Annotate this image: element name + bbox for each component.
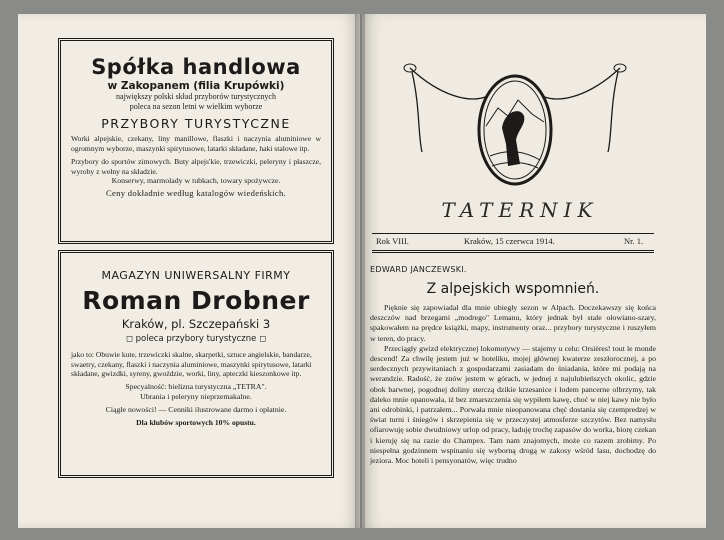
ad1-heading: PRZYBORY TURYSTYCZNE: [101, 116, 291, 131]
issue-date: Kraków, 15 czerwca 1914.: [464, 236, 555, 246]
ad2-bullet-line: [71, 334, 321, 344]
divider: [372, 252, 654, 253]
divider: [372, 233, 654, 234]
article-title: Z alpejskich wspomnień.: [426, 281, 600, 297]
journal-masthead: TATERNIK: [441, 198, 599, 222]
ad2-bullet-text: poleca przybory turystyczne: [135, 334, 257, 344]
issue-number: Nr. 1.: [624, 236, 644, 246]
ad2-body: jako to: Obuwie kute, trzewiczki skalne, skarpetki, sztuce angielskie, bandarze, swaetry, czekany, flaszki i naczynia aluminiowe, maszynki spirytusowe, latarki składane, gwizdki, syreny, gwoździe, worki, liny, apteczki kieszonkowe itp.: [71, 350, 312, 379]
article-author: EDWARD JANCZEWSKI.: [370, 265, 467, 274]
divider: [372, 250, 654, 251]
ad2-special: Specyalność: bielizna turystyczna „TETRA".: [125, 381, 267, 391]
ad1-subtitle: w Zakopanem (filia Krupówki): [107, 80, 285, 92]
article-paragraph: Przeciągły gwizd elektrycznej lokomotywy — stajemy u celu: Orsières! tout le monde descend! Za chwilę jestem już w hoteliku, mojej głównej kwaterze zeszłorocznej, a po serdecznych przywitaniach z gospodarzami zasiadam do śniadania, które mi podają na werandzie. Radość, że znów jestem w górach, w jednej z najulubieńszych okolic, gdzie obok barwnej, pogodnej doliny sterczą dzikie krzesanice i lodem pancerne olbrzymy, tak daleko mnie opanowała, iż bez zmarszczenia się wypiłem kawę, choć w niej kawy nie było ani odrobinki, i patrzałem... Porwała mnie nieopanowana chęć dostania się czempredzej w świat turni i śniegów i skrzepienia się w przeczystej atmosferze szczytów. Bez namysłu ofiarowuję sobie dwudniowy urlop od pracy, ładuję trochę zapasów do worka, biorę czekan i kieruję się na razie do Champex. Tam nam znajomych, może co razem zrobimy. Po niespełna godzinnem wspinaniu się wyborną drogą w zakosy wśród lasu, dochodzę do jeziora. Moc hoteli i pensyonatów, więc trudno: [370, 343, 656, 466]
ad1-line2: poleca na sezon letni w wielkim wyborze: [129, 102, 263, 111]
article-paragraph: Pięknie się zapowiadał dla mnie ubiegły sezon w Alpach. Doczekawszy się końca deszczów nad brzegami „modrego" Lemanu, który jednak był stale ołowiano-szary, spakowałem na prędce książki, mapy, instrumenty oraz... przybory turystyczne i ruszyłem w teren, do pracy.: [370, 303, 656, 343]
eagle-mountain-emblem: [400, 56, 630, 204]
ad2-special2: Ubrania i peleryny nieprzemakalne.: [140, 391, 252, 401]
bullet-square-icon: ◻: [125, 334, 133, 344]
ad2-head: MAGAZYN UNIWERSALNY FIRMY: [101, 269, 291, 282]
ad1-para4: Ceny dokładnie według katalogów wiedeńskich.: [105, 188, 287, 199]
ad2-address: Kraków, pl. Szczepański 3: [121, 317, 271, 331]
ad1-para2: Przybory do sportów zimowych. Buty alpejs'kie, trzewiczki, peleryny i płaszcze, wyroby z wełny na składzie.: [71, 157, 321, 176]
ad1-para1: Worki alpejskie, czekany, liny manillowe, flaszki i naczynia aluminiowe w ogromnym wyborze, maszynki spirytusowe, latarki składane, haki stalowe itp.: [71, 134, 321, 153]
ad1-line1: największy polski skład przyborów turystycznych: [116, 92, 276, 101]
article-body: [370, 303, 656, 466]
advertisement-roman-drobner: [58, 250, 334, 478]
advertisement-spolka-handlowa: [58, 38, 334, 244]
issue-year: Rok VIII.: [376, 236, 409, 246]
ad1-para3: Konserwy, marmolady w tubkach, towary spożywcze.: [111, 176, 281, 186]
ad2-name: Roman Drobner: [82, 286, 310, 315]
ad2-news: Ciągłe nowości! — Cenniki ilustrowane darmo i opłatnie.: [105, 404, 287, 414]
ad2-discount: Dla klubów sportowych 10% opustu.: [136, 417, 256, 427]
ad1-title: Spółka handlowa: [91, 55, 301, 79]
book-spine: [355, 14, 365, 528]
bullet-square-icon: ◻: [259, 334, 267, 344]
